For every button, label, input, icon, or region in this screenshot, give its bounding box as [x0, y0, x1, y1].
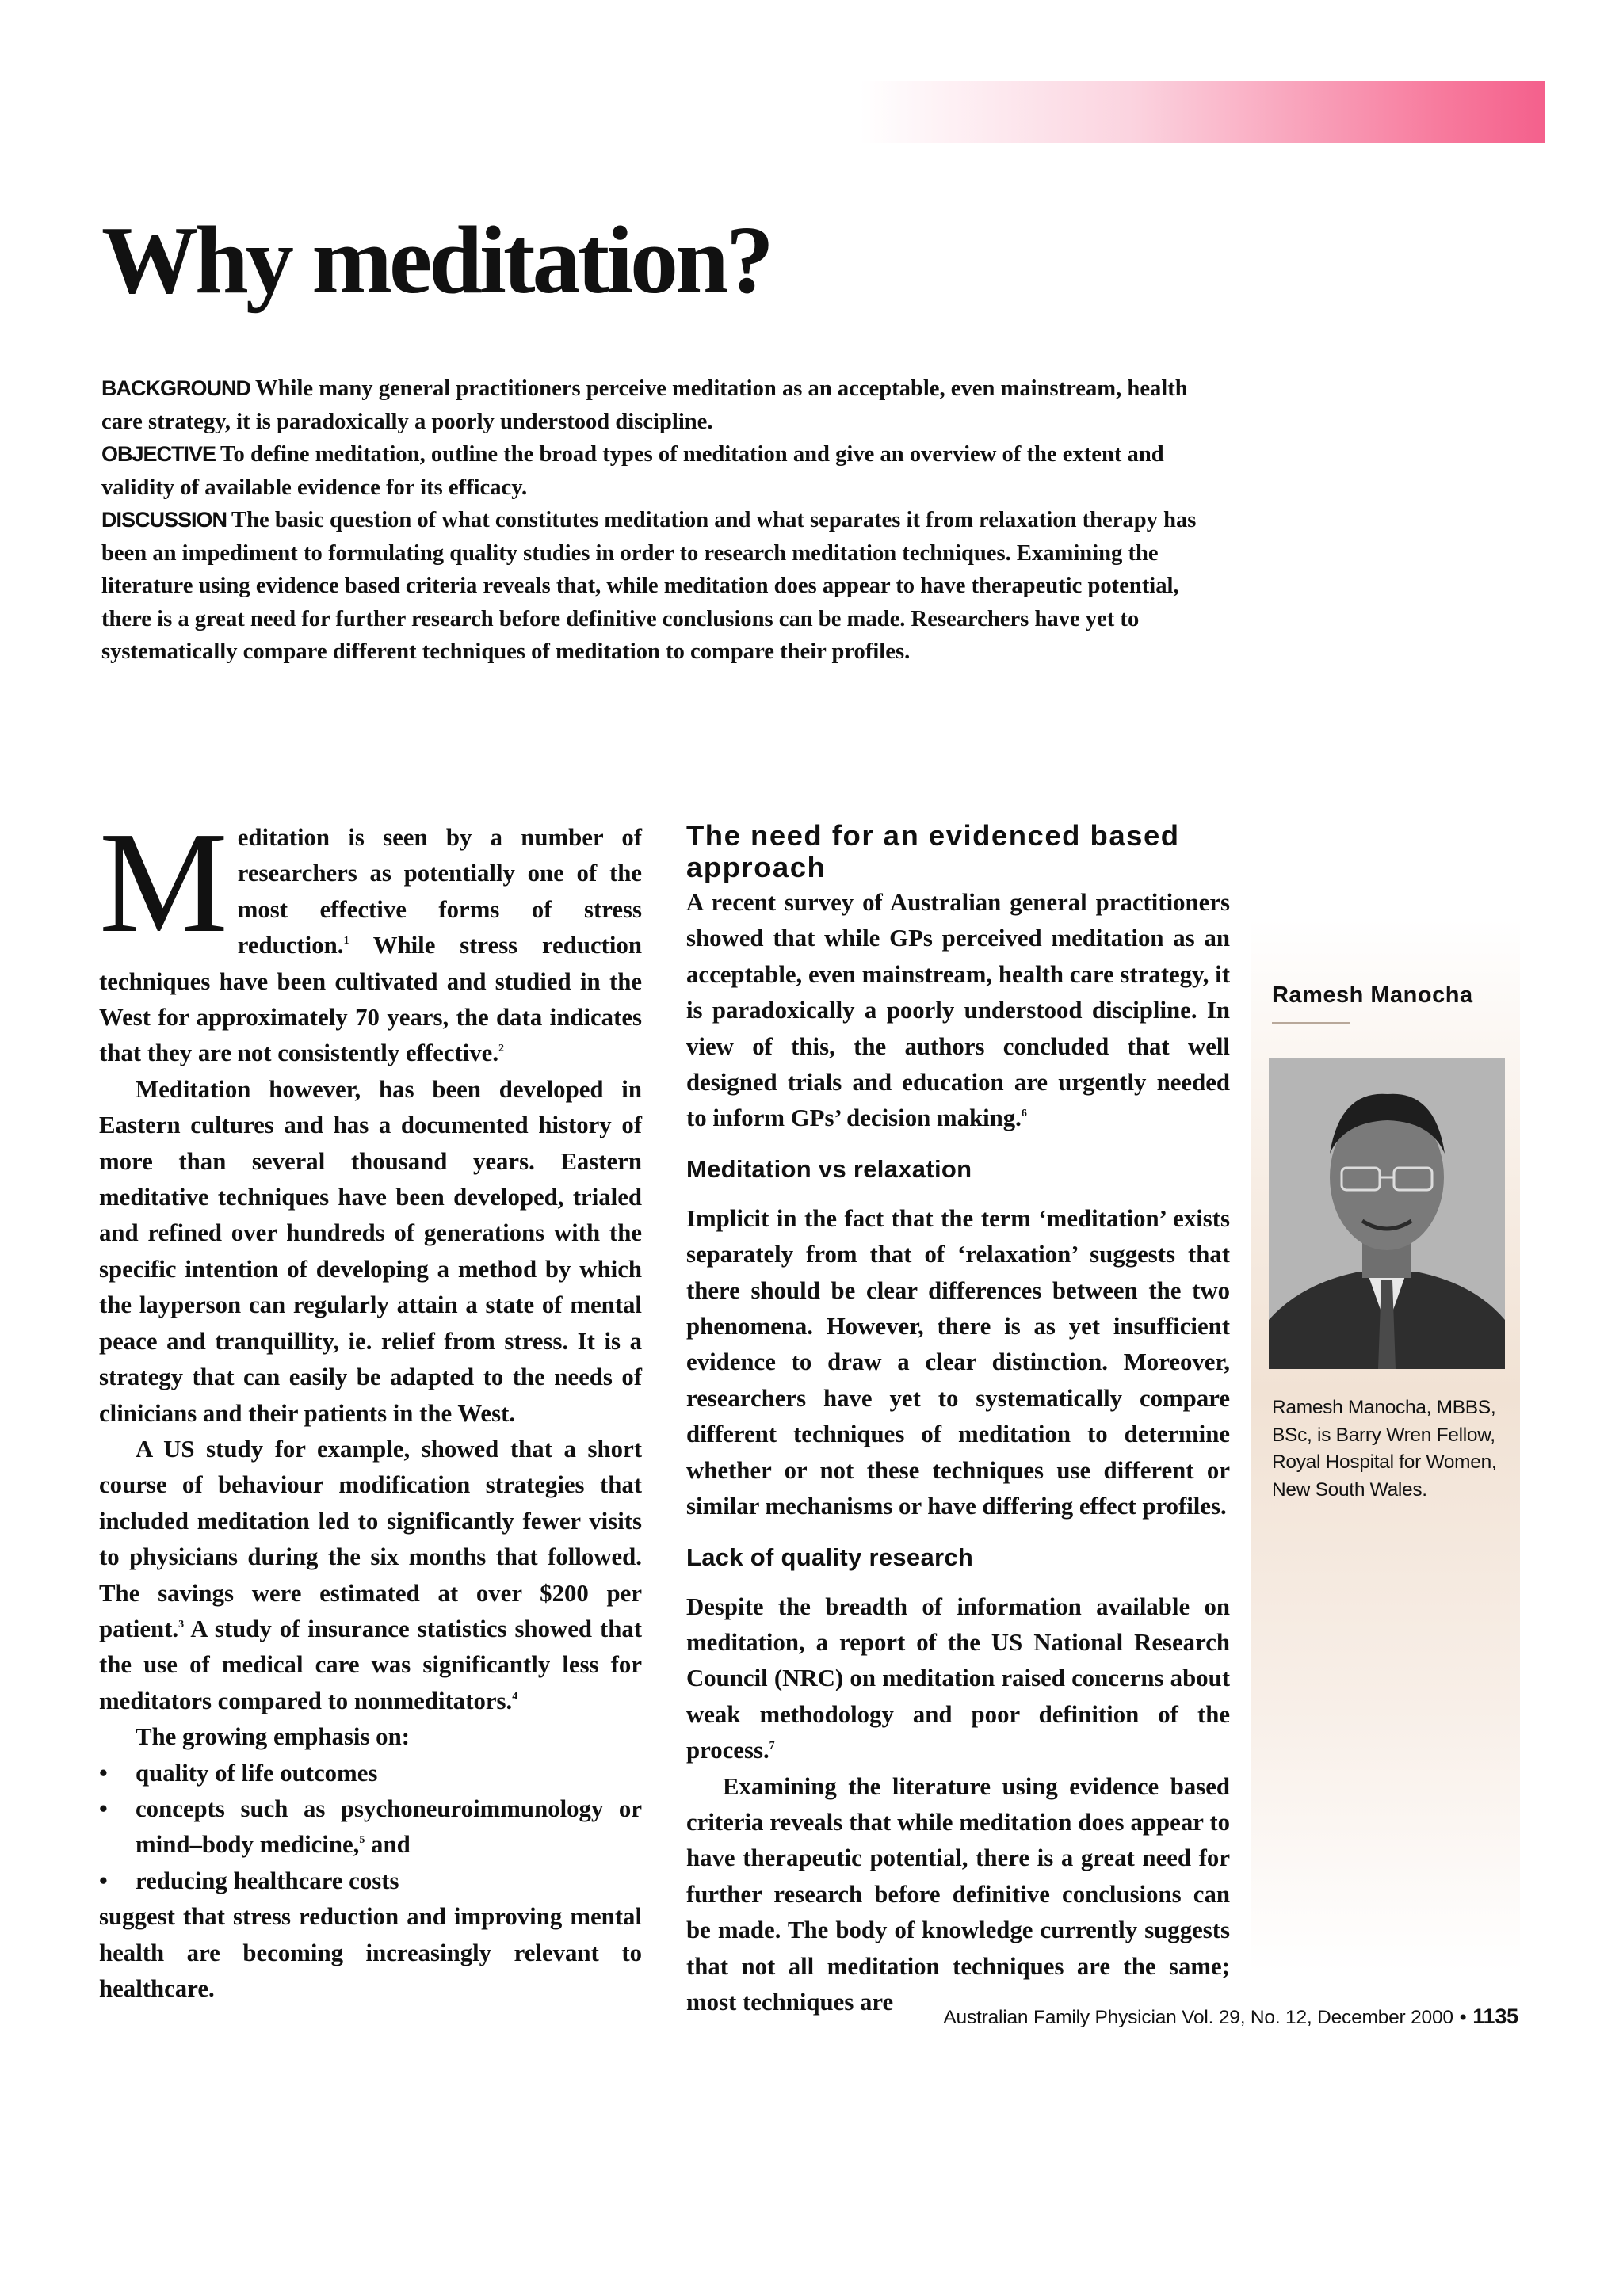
citation-ref: 5 [359, 1834, 365, 1847]
header-accent-bar [860, 81, 1545, 143]
abstract-background-label: BACKGROUND [101, 376, 250, 400]
abstract-objective [101, 438, 1211, 504]
bullet-item [99, 1756, 642, 1791]
footer-separator: • [1459, 2007, 1467, 2028]
page-number: 1135 [1472, 2004, 1518, 2028]
abstract-objective-label: OBJECTIVE [101, 442, 216, 466]
body-paragraph: Meditation however, has been developed in Eastern cultures and has a documented history of more than several thousand years. Eastern meditative techniques have been developed, trialed and refined over hundreds of generations with the specific intention of developing a method by which the layperson can regularly attain a state of mental peace and tranquillity, ie. relief from stress. It is a strategy that can easily be adapted to the needs of clinicians and their patients in the West. [99, 1075, 642, 1427]
drop-cap: M [99, 802, 228, 963]
body-paragraph: suggest that stress reduction and improving mental health are becoming increasingly relevant to healthcare. [99, 1903, 642, 2002]
author-name: Ramesh Manocha [1272, 982, 1473, 1008]
section-heading: The need for an evidenced based approach [686, 819, 1180, 883]
author-photo [1269, 1058, 1505, 1369]
abstract [101, 372, 1211, 669]
body-paragraph: Implicit in the fact that the term ‘meditation’ exists separately from that of ‘relaxation’ suggests that there should be clear differences between the two phenomena. However, there is as yet insufficient evidence to draw a clear distinction. Moreover, researchers have yet to systematically compare different techniques of meditation to determine whether or not these techniques use different or similar mechanisms or have differing effect profiles. [686, 1204, 1230, 1520]
paragraph-text: A study of insurance statistics showed that the use of medical care was significantly less for meditators compared to nonmeditators. [99, 1615, 642, 1714]
bullet-list [99, 1756, 642, 1900]
citation-ref: 2 [498, 1043, 505, 1055]
bullet-item [99, 1863, 642, 1899]
citation-ref: 3 [178, 1618, 185, 1630]
paragraph-text: A recent survey of Australian general practitioners showed that while GPs perceived meditation as an acceptable, even mainstream, health care strategy, it is paradoxically a poorly understood discipline. In view of this, the authors concluded that well designed trials and education are urgently needed to inform GPs’ decision making. [686, 889, 1230, 1132]
abstract-background [101, 372, 1211, 438]
body-paragraph: The growing emphasis on: [136, 1723, 410, 1751]
citation-ref: 7 [769, 1740, 775, 1753]
body-column-left [99, 802, 642, 2007]
body-paragraph: Examining the literature using evidence based criteria reveals that while meditation does appear to have therapeutic potential, there is a great need for further research before definitive conclusions can be made. The body of knowledge currently suggests that not all meditation techniques are the same; most techniques are [686, 1772, 1230, 2016]
citation-ref: 4 [512, 1690, 518, 1703]
subsection-heading: Meditation vs relaxation [686, 1154, 972, 1183]
body-column-right [686, 820, 1230, 2020]
journal-citation: Australian Family Physician Vol. 29, No. 12, December 2000 [943, 2007, 1453, 2028]
paragraph-text: A US study for example, showed that a short course of behaviour modification strategies that included meditation led to significantly fewer visits to physicians during the six months that followed. The savings were estimated at over $200 per patient. [99, 1435, 642, 1642]
body-paragraph [99, 1432, 642, 1719]
citation-ref: 6 [1021, 1108, 1027, 1120]
page-footer [943, 2004, 1518, 2029]
bullet-text: quality of life outcomes [136, 1759, 378, 1787]
bullet-text: concepts such as psychoneuroimmunology or mind–body medicine, [136, 1794, 642, 1859]
body-paragraph [686, 1589, 1230, 1769]
article-title: Why meditation? [101, 207, 771, 314]
abstract-discussion [101, 504, 1211, 669]
paragraph-text: Despite the breadth of information available on meditation, a report of the US National Research Council (NRC) on meditation raised concerns about weak methodology and poor definition of the process. [686, 1592, 1230, 1764]
abstract-discussion-label: DISCUSSION [101, 508, 227, 532]
abstract-objective-text: To define meditation, outline the broad types of meditation and give an overview of the extent and validity of available evidence for its efficacy. [101, 442, 1164, 500]
subsection-heading: Lack of quality research [686, 1543, 974, 1571]
citation-ref: 1 [343, 935, 349, 948]
bullet-text: and [365, 1831, 411, 1859]
paragraph-text: editation is seen by a number of researchers as potentially one of the most effective forms of stress reduction. [237, 824, 642, 959]
body-paragraph [686, 885, 1230, 1137]
author-portrait-graphic [1269, 1058, 1505, 1369]
body-paragraph [99, 802, 642, 1072]
bullet-text: reducing healthcare costs [136, 1867, 399, 1894]
author-bio: Ramesh Manocha, MBBS, BSc, is Barry Wren Fellow, Royal Hospital for Women, New South Wales. [1272, 1397, 1497, 1501]
paragraph-text: While stress reduction techniques have been cultivated and studied in the West for approximately 70 years, the data indicates that they are not consistently effective. [99, 932, 642, 1067]
abstract-background-text: While many general practitioners perceive meditation as an acceptable, even mainstream, health care strategy, it is paradoxically a poorly understood discipline. [101, 376, 1188, 434]
divider [1272, 1022, 1350, 1024]
abstract-discussion-text: The basic question of what constitutes meditation and what separates it from relaxation therapy has been an impediment to formulating quality studies in order to research meditation techniques. Examining the literature using evidence based criteria reveals that, while meditation does appear to have therapeutic potential, there is a great need for further research before definitive conclusions can be made. Researchers have yet to systematically compare different techniques of meditation to compare their profiles. [101, 508, 1197, 664]
bullet-item [99, 1791, 642, 1863]
